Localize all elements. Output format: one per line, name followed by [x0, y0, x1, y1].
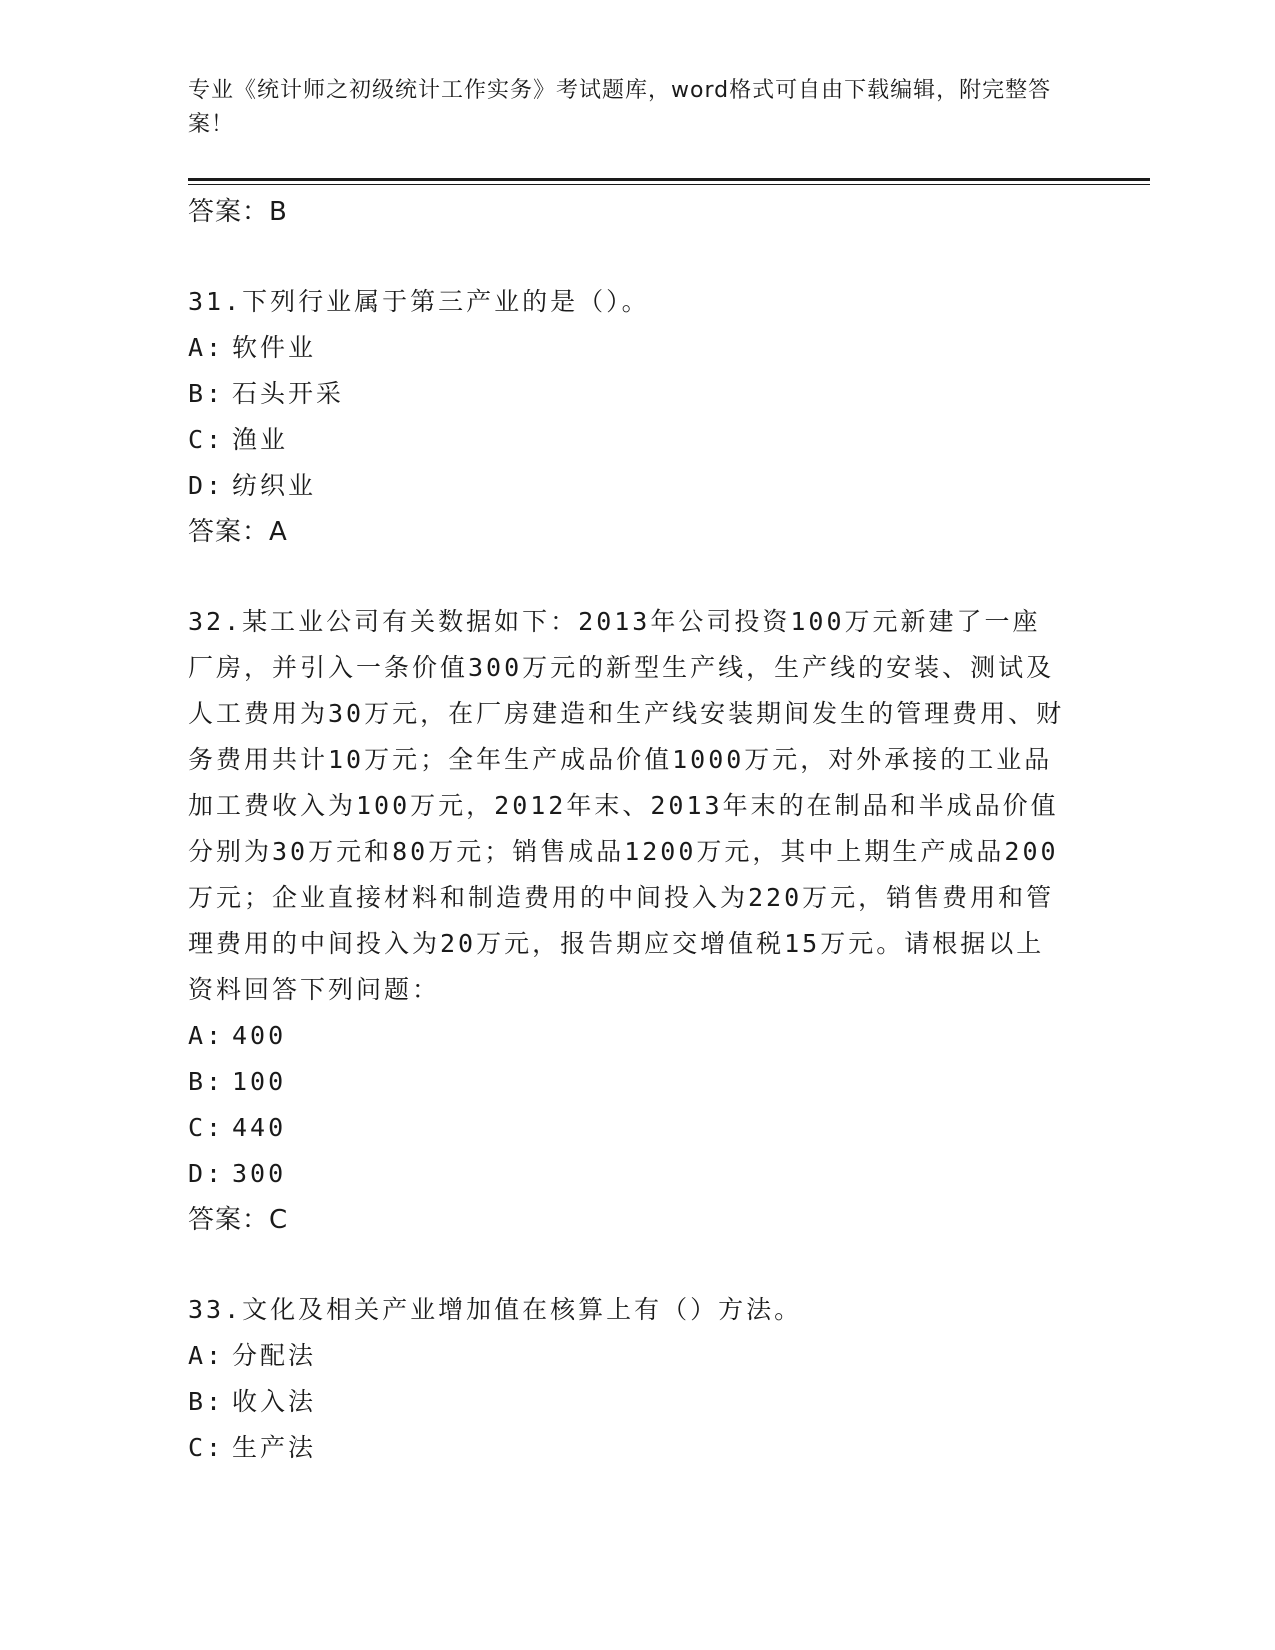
option-label: A: — [188, 1021, 225, 1050]
spacer — [188, 1243, 1088, 1287]
option-label: A: — [188, 333, 225, 362]
option-b — [188, 1059, 1088, 1105]
option-label: B: — [188, 1387, 225, 1416]
option-c — [188, 1425, 1088, 1471]
option-text: 生产法 — [232, 1433, 317, 1462]
option-text: 软件业 — [232, 333, 317, 362]
option-text: 400 — [232, 1021, 287, 1050]
question-list — [188, 189, 1088, 1471]
header-divider-thin — [188, 184, 1150, 185]
option-text: 纺织业 — [232, 471, 317, 500]
question-33 — [188, 1287, 1088, 1471]
option-b — [188, 371, 1088, 417]
option-label: D: — [188, 1159, 225, 1188]
option-text: 分配法 — [232, 1341, 317, 1370]
spacer — [188, 235, 1088, 279]
document-header: 专业《统计师之初级统计工作实务》考试题库，word格式可自由下载编辑，附完整答案！ — [188, 78, 1052, 137]
option-c — [188, 1105, 1088, 1151]
option-d — [188, 463, 1088, 509]
option-label: D: — [188, 471, 225, 500]
option-text: 渔业 — [232, 425, 289, 454]
option-c — [188, 417, 1088, 463]
question-stem: 32.某工业公司有关数据如下：2013年公司投资100万元新建了一座厂房，并引入一条价值300万元的新型生产线，生产线的安装、测试及人工费用为30万元，在厂房建造和生产线安装期间发生的管理费用、财务费用共计10万元；全年生产成品价值1000万元，对外承接的工业品加工费收入为100万元，2012年末、2013年末的在制品和半成品价值分别为30万元和80万元；销售成品1200万元，其中上期生产成品200万元；企业直接材料和制造费用的中间投入为220万元，销售费用和管理费用的中间投入为20万元，报告期应交增值税15万元。请根据以上资料回答下列问题： — [188, 607, 1065, 1004]
option-label: A: — [188, 1341, 225, 1370]
option-label: B: — [188, 1067, 225, 1096]
question-32 — [188, 599, 1088, 1243]
answer-line: 答案：A — [188, 517, 288, 547]
option-label: C: — [188, 1113, 225, 1142]
option-text: 收入法 — [232, 1387, 317, 1416]
question-stem: 31.下列行业属于第三产业的是（）。 — [188, 287, 650, 316]
option-d — [188, 1151, 1088, 1197]
question-stem: 33.文化及相关产业增加值在核算上有（）方法。 — [188, 1295, 803, 1324]
option-label: C: — [188, 425, 225, 454]
option-a — [188, 325, 1088, 371]
previous-answer: 答案：B — [188, 197, 288, 227]
header-divider-thick — [188, 178, 1150, 181]
option-a — [188, 1013, 1088, 1059]
question-31 — [188, 279, 1088, 555]
option-text: 440 — [232, 1113, 287, 1142]
option-text: 100 — [232, 1067, 287, 1096]
option-label: C: — [188, 1433, 225, 1462]
option-b — [188, 1379, 1088, 1425]
option-text: 300 — [232, 1159, 287, 1188]
option-text: 石头开采 — [232, 379, 345, 408]
spacer — [188, 555, 1088, 599]
answer-line: 答案：C — [188, 1205, 289, 1235]
option-a — [188, 1333, 1088, 1379]
option-label: B: — [188, 379, 225, 408]
